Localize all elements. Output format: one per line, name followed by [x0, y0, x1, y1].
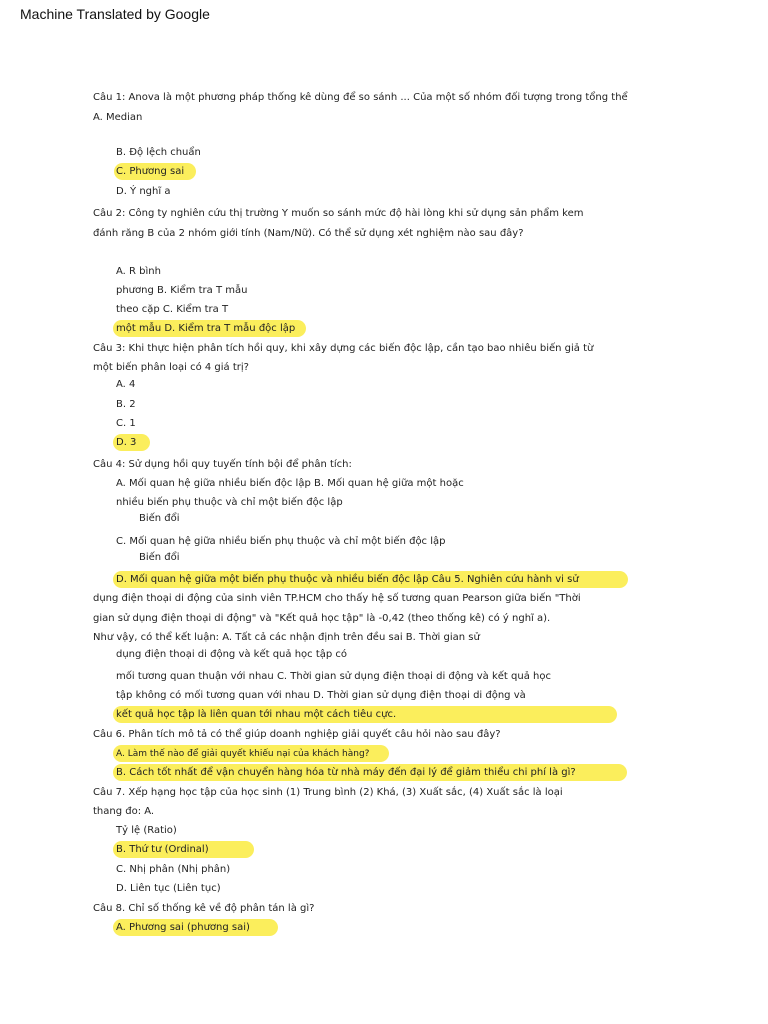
question-4: Câu 4: Sử dụng hồi quy tuyến tính bội để phân tích: — [93, 459, 352, 470]
option-line: B. Cách tốt nhất để vận chuyển hàng hóa từ nhà máy đến đại lý để giảm thiểu chi phí là gì? — [116, 767, 576, 778]
question-7: Câu 7. Xếp hạng học tập của học sinh (1) Trung bình (2) Khá, (3) Xuất sắc, (4) Xuất sắc là loại — [93, 787, 563, 798]
option-line: C. 1 — [116, 418, 136, 429]
option-line: A. Median — [93, 112, 143, 123]
option-line: B. Độ lệch chuẩn — [116, 147, 201, 158]
option-line: C. Nhị phân (Nhị phân) — [116, 864, 231, 875]
option-line: một mẫu D. Kiểm tra T mẫu độc lập — [116, 323, 296, 334]
question-2: Câu 2: Công ty nghiên cứu thị trường Y muốn so sánh mức độ hài lòng khi sử dụng sản phẩm kem — [93, 208, 584, 219]
option-line: C. Mối quan hệ giữa nhiều biến phụ thuộc và chỉ một biến độc lập — [116, 536, 446, 547]
machine-translated-banner: Machine Translated by Google — [20, 6, 210, 22]
option-line: Biến đổi — [139, 513, 180, 524]
question-7-cont: thang đo: A. — [93, 806, 155, 817]
option-line: mối tương quan thuận với nhau C. Thời gian sử dụng điện thoại di động và kết quả học — [116, 671, 551, 682]
option-line: tập không có mối tương quan với nhau D. Thời gian sử dụng điện thoại di động và — [116, 690, 526, 701]
question-5-cont: gian sử dụng điện thoại di động" và "Kết quả học tập" là -0,42 (theo thống kê) có ý nghĩ a). — [93, 613, 551, 624]
option-line: dụng điện thoại di động và kết quả học tập có — [116, 649, 348, 660]
option-line: theo cặp C. Kiểm tra T — [116, 304, 229, 315]
question-3: Câu 3: Khi thực hiện phân tích hồi quy, khi xây dựng các biến độc lập, cần tạo bao nhiêu biến giả từ — [93, 343, 594, 354]
option-line: A. Mối quan hệ giữa nhiều biến độc lập B. Mối quan hệ giữa một hoặc — [116, 478, 464, 489]
option-line: D. Liên tục (Liên tục) — [116, 883, 221, 894]
question-5-cont: Như vậy, có thể kết luận: A. Tất cả các nhận định trên đều sai B. Thời gian sử — [93, 632, 480, 643]
option-line: D. 3 — [116, 437, 137, 448]
option-line: Tỷ lệ (Ratio) — [116, 825, 177, 836]
option-line: C. Phương sai — [116, 166, 185, 177]
option-line: nhiều biến phụ thuộc và chỉ một biến độc lập — [116, 497, 343, 508]
option-line: A. Làm thế nào để giải quyết khiếu nại của khách hàng? — [116, 749, 370, 759]
option-line: kết quả học tập là liên quan tới nhau một cách tiêu cực. — [116, 709, 397, 720]
option-line: D. Mối quan hệ giữa một biến phụ thuộc và nhiều biến độc lập Câu 5. Nghiên cứu hành vi sử — [116, 574, 579, 585]
question-8: Câu 8. Chỉ số thống kê về độ phân tán là gì? — [93, 903, 315, 914]
option-line: B. 2 — [116, 399, 136, 410]
option-line: A. 4 — [116, 379, 136, 390]
question-3-cont: một biến phân loại có 4 giá trị? — [93, 362, 249, 373]
question-6: Câu 6. Phân tích mô tả có thể giúp doanh nghiệp giải quyết câu hỏi nào sau đây? — [93, 729, 501, 740]
option-line: A. Phương sai (phương sai) — [116, 922, 250, 933]
option-line: A. R bình — [116, 266, 161, 277]
option-line: Biến đổi — [139, 552, 180, 563]
option-line: B. Thứ tư (Ordinal) — [116, 844, 209, 855]
option-line: D. Ý nghĩ a — [116, 186, 171, 197]
question-2-cont: đánh răng B của 2 nhóm giới tính (Nam/Nữ). Có thể sử dụng xét nghiệm nào sau đây? — [93, 228, 524, 239]
question-5-cont: dụng điện thoại di động của sinh viên TP.HCM cho thấy hệ số tương quan Pearson giữa biến "Thời — [93, 593, 581, 604]
option-line: phương B. Kiểm tra T mẫu — [116, 285, 248, 296]
question-1: Câu 1: Anova là một phương pháp thống kê dùng để so sánh ... Của một số nhóm đối tượng trong tổng thể — [93, 92, 628, 103]
